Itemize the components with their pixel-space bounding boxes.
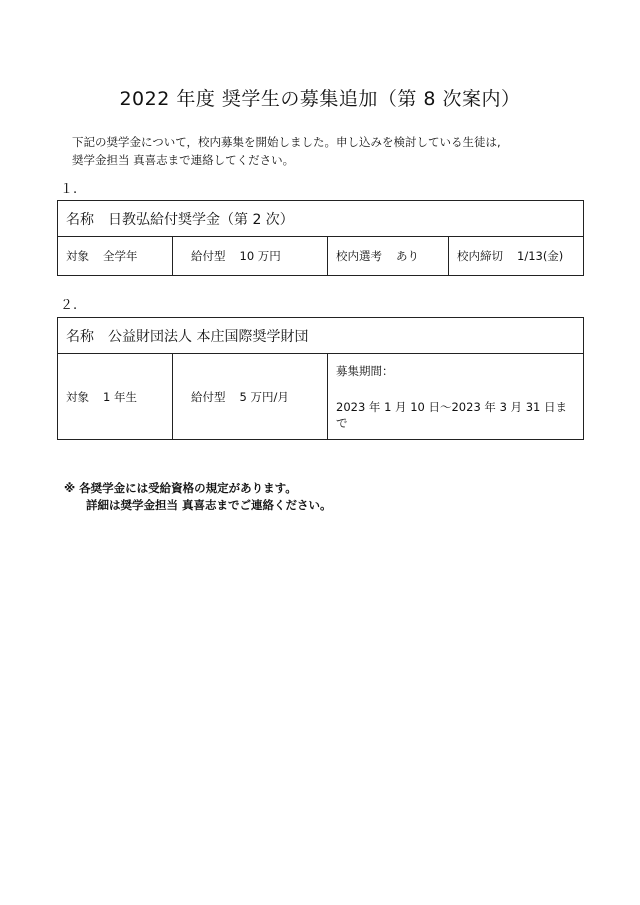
item-2-period-value: 2023 年 1 月 10 日～2023 年 3 月 31 日まで (336, 399, 567, 430)
item-1-type-value: 10 万円 (239, 249, 281, 263)
item-1-selection-cell (328, 237, 449, 276)
item-2-type-label: 給付型 (191, 389, 226, 404)
item-2-name-value: 公益財団法人 本庄国際奨学財団 (108, 328, 309, 345)
item-1-target-cell (58, 237, 173, 276)
item-1-name-label: 名称 (66, 211, 94, 228)
footnote (64, 480, 332, 514)
item-2-name-label: 名称 (66, 328, 94, 345)
item-1-selection-label: 校内選考 (336, 249, 382, 263)
item-1-name-value: 日教弘給付奨学金（第 2 次） (108, 211, 294, 228)
item-2-target-value: 1 年生 (103, 389, 137, 404)
item-1-selection-value: あり (396, 249, 419, 263)
item-2-type-value: 5 万円/月 (239, 389, 289, 404)
intro-text (72, 133, 592, 169)
footnote-line-2: 詳細は奨学金担当 真喜志までご連絡ください。 (86, 498, 332, 512)
item-1-target-label: 対象 (66, 249, 89, 263)
item-2-table (57, 317, 584, 440)
item-2-target-cell (58, 354, 173, 440)
intro-line-1: 下記の奨学金について，校内募集を開始しました。申し込みを検討している生徒は, (72, 135, 501, 149)
item-1-deadline-cell (449, 237, 584, 276)
item-1-deadline-label: 校内締切 (457, 249, 503, 263)
item-2-name-cell (58, 318, 584, 354)
intro-line-2: 奨学金担当 真喜志まで連絡してください。 (72, 153, 295, 167)
page-title: 2022 年度 奨学生の募集追加（第 8 次案内） (119, 88, 521, 110)
item-1-number: １. (60, 182, 78, 197)
item-2-target-label: 対象 (66, 389, 89, 404)
item-1-type-label: 給付型 (191, 249, 226, 263)
item-2-period-label: 募集期間： (336, 363, 394, 378)
item-2-period-cell (328, 354, 584, 440)
item-1-type-cell (173, 237, 328, 276)
footnote-line-1: ※ 各奨学金には受給資格の規定があります。 (64, 481, 297, 495)
item-2-number: ２. (60, 298, 78, 313)
item-1-deadline-value: 1/13(金) (517, 249, 564, 263)
item-2-type-cell (173, 354, 328, 440)
item-1-target-value: 全学年 (103, 249, 138, 263)
item-1-table (57, 200, 584, 276)
item-1-name-cell (58, 201, 584, 237)
